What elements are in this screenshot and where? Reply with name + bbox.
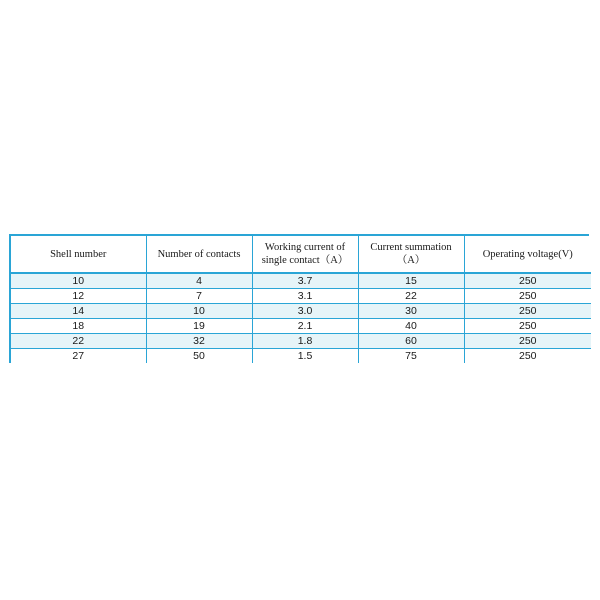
cell-current-summation: 22 xyxy=(358,289,464,304)
header-current-summation-line1: Current summation xyxy=(370,242,452,253)
cell-shell-number: 14 xyxy=(11,304,146,319)
cell-operating-voltage: 250 xyxy=(464,304,591,319)
table-header xyxy=(11,236,591,273)
header-number-of-contacts xyxy=(146,236,252,273)
header-working-current-line2: single contact（A） xyxy=(261,255,349,266)
cell-number-of-contacts: 32 xyxy=(146,334,252,349)
cell-current-summation: 15 xyxy=(358,273,464,289)
table-row xyxy=(11,304,591,319)
header-shell-number-text: Shell number xyxy=(50,248,107,260)
cell-current-summation: 40 xyxy=(358,319,464,334)
cell-number-of-contacts: 50 xyxy=(146,349,252,364)
header-row xyxy=(11,236,591,273)
cell-shell-number: 18 xyxy=(11,319,146,334)
cell-current-summation: 60 xyxy=(358,334,464,349)
cell-working-current: 3.0 xyxy=(252,304,358,319)
header-operating-voltage xyxy=(464,236,591,273)
table-row xyxy=(11,319,591,334)
header-current-summation xyxy=(358,236,464,273)
header-number-of-contacts-text: Number of contacts xyxy=(157,248,241,260)
table-row xyxy=(11,289,591,304)
table-row xyxy=(11,273,591,289)
cell-shell-number: 12 xyxy=(11,289,146,304)
header-current-summation-line2: （A） xyxy=(396,255,426,266)
cell-shell-number: 27 xyxy=(11,349,146,364)
cell-operating-voltage: 250 xyxy=(464,349,591,364)
header-shell-number xyxy=(11,236,146,273)
spec-table-frame xyxy=(9,234,589,363)
spec-table xyxy=(11,236,591,363)
cell-operating-voltage: 250 xyxy=(464,273,591,289)
cell-shell-number: 10 xyxy=(11,273,146,289)
cell-operating-voltage: 250 xyxy=(464,289,591,304)
cell-operating-voltage: 250 xyxy=(464,334,591,349)
cell-working-current: 2.1 xyxy=(252,319,358,334)
header-operating-voltage-text: Operating voltage(V) xyxy=(482,248,573,260)
header-working-current-line1: Working current of xyxy=(264,242,346,253)
cell-working-current: 3.7 xyxy=(252,273,358,289)
table-row xyxy=(11,334,591,349)
header-working-current xyxy=(252,236,358,273)
cell-current-summation: 75 xyxy=(358,349,464,364)
cell-working-current: 3.1 xyxy=(252,289,358,304)
cell-working-current: 1.8 xyxy=(252,334,358,349)
cell-number-of-contacts: 10 xyxy=(146,304,252,319)
cell-operating-voltage: 250 xyxy=(464,319,591,334)
cell-number-of-contacts: 19 xyxy=(146,319,252,334)
cell-working-current: 1.5 xyxy=(252,349,358,364)
cell-number-of-contacts: 7 xyxy=(146,289,252,304)
table-row xyxy=(11,349,591,364)
cell-number-of-contacts: 4 xyxy=(146,273,252,289)
cell-current-summation: 30 xyxy=(358,304,464,319)
table-body xyxy=(11,273,591,363)
cell-shell-number: 22 xyxy=(11,334,146,349)
